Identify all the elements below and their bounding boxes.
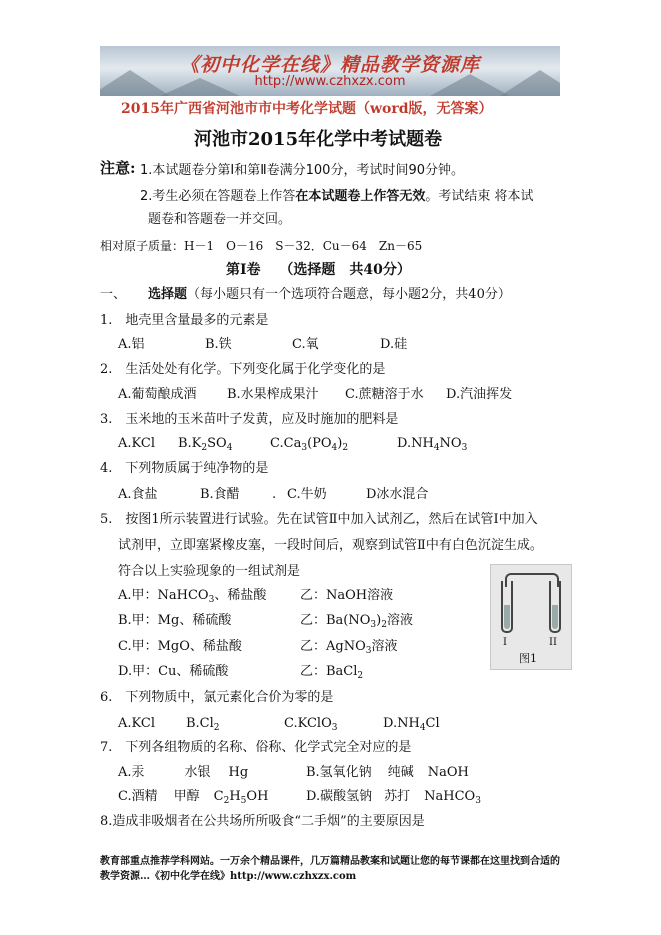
q7-option-d[interactable]: D.碳酸氢钠 苏打 NaHCO$_3$ bbox=[306, 789, 481, 806]
notes-line-3: 题卷和答题卷一并交回。 bbox=[148, 212, 292, 227]
exam-title: 河池市2015年化学中考试题卷 bbox=[194, 129, 443, 150]
q1-option-d[interactable]: D.硅 bbox=[380, 337, 408, 352]
q5-option-a-right: 乙：NaOH溶液 bbox=[300, 588, 394, 603]
footer-line-2: 教学资源…《初中化学在线》http://www.czhxzx.com bbox=[100, 871, 357, 882]
figure-label-tube-2: II bbox=[549, 637, 557, 648]
q6-option-b[interactable]: $B.Cl_2$ bbox=[186, 716, 220, 733]
q6-stem: 6. 下列物质中，氯元素化合价为零的是 bbox=[100, 690, 334, 705]
q5-option-a-left[interactable]: A.甲：NaHCO$_3$、稀盐酸 bbox=[118, 588, 267, 605]
banner-url[interactable]: http://www.czhxzx.com bbox=[254, 74, 406, 89]
footer-line-1: 教育部重点推荐学科网站。一万余个精品课件，几万篇精品教案和试题让您的每节课都在这里找到合适的 bbox=[100, 856, 560, 867]
q1-option-a[interactable]: A.铝 bbox=[118, 337, 145, 352]
q5-option-b-right: 乙：$Ba(NO_3)_2$溶液 bbox=[300, 613, 413, 630]
q4-stray-dot: . bbox=[272, 487, 277, 502]
q6-option-a[interactable]: A.KCl bbox=[118, 716, 155, 731]
q5-option-b-left[interactable]: B.甲：Mg、稀硫酸 bbox=[118, 613, 232, 628]
q5-option-d-right: 乙：BaCl$_2$ bbox=[300, 664, 364, 681]
section-heading: 第Ⅰ卷 （选择题 共40分） bbox=[226, 262, 411, 278]
q4-stem: 4. 下列物质属于纯净物的是 bbox=[100, 461, 269, 476]
q2-option-c[interactable]: C.蔗糖溶于水 bbox=[345, 387, 424, 402]
q5-option-d-left[interactable]: D.甲：Cu、稀硫酸 bbox=[118, 664, 229, 679]
q4-option-c[interactable]: C.牛奶 bbox=[287, 487, 327, 502]
q7-option-c[interactable]: C.酒精 甲醇 $C_2H_5OH$ bbox=[118, 789, 269, 806]
q3-option-c[interactable]: $C.Ca_3(PO_4)_2$ bbox=[270, 436, 349, 453]
figure-caption: 图1 bbox=[519, 652, 537, 665]
notes-label: 注意: bbox=[100, 159, 136, 177]
q5-stem-line-3: 符合以上实验现象的一组试剂是 bbox=[118, 564, 301, 579]
q6-option-d[interactable]: $D.NH_4Cl$ bbox=[383, 716, 440, 733]
q5-stem-line-1: 5. 按图1所示装置进行试验。先在试管Ⅱ中加入试剂乙，然后在试管Ⅰ中加入 bbox=[100, 512, 538, 527]
document-title: 2015年广西省河池市市中考化学试题（word版，无答案） bbox=[121, 101, 493, 117]
q8-stem: 8.造成非吸烟者在公共场所所吸食“二手烟”的主要原因是 bbox=[100, 814, 425, 829]
q3-option-b[interactable]: $B.K_2SO_4$ bbox=[178, 436, 233, 453]
q3-stem: 3. 玉米地的玉米苗叶子发黄，应及时施加的肥料是 bbox=[100, 412, 399, 427]
q2-stem: 2. 生活处处有化学。下列变化属于化学变化的是 bbox=[100, 362, 386, 377]
q5-option-c-right: 乙：AgNO$_3$溶液 bbox=[300, 639, 398, 656]
figure-label-tube-1: I bbox=[503, 637, 507, 648]
q5-stem-line-2: 试剂甲，立即塞紧橡皮塞，一段时间后，观察到试管Ⅱ中有白色沉淀生成。 bbox=[118, 538, 543, 553]
q6-option-c[interactable]: C.KClO$_3$ bbox=[284, 716, 338, 733]
q7-stem: 7. 下列各组物质的名称、俗称、化学式完全对应的是 bbox=[100, 740, 412, 755]
q2-option-a[interactable]: A.葡萄酿成酒 bbox=[118, 387, 197, 402]
q1-option-c[interactable]: C.氧 bbox=[292, 337, 319, 352]
figure-1-apparatus bbox=[490, 564, 572, 670]
q2-option-d[interactable]: D.汽油挥发 bbox=[446, 387, 513, 402]
q5-option-c-left[interactable]: C.甲：MgO、稀盐酸 bbox=[118, 639, 242, 654]
question-type: 一、 选择题（每小题只有一个选项符合题意，每小题2分，共40分） bbox=[100, 287, 511, 302]
atomic-mass: 相对原子质量：H－1 O－16 S－32．Cu－64 Zn－65 bbox=[100, 239, 423, 253]
q4-option-a[interactable]: A.食盐 bbox=[118, 487, 158, 502]
header-banner bbox=[100, 46, 560, 96]
q1-stem: 1. 地壳里含量最多的元素是 bbox=[100, 313, 269, 328]
q7-option-a[interactable]: A.汞 水银 Hg bbox=[118, 765, 249, 780]
q2-option-b[interactable]: B.水果榨成果汁 bbox=[227, 387, 319, 402]
banner-title: 《初中化学在线》精品教学资源库 bbox=[179, 54, 480, 76]
q3-option-d[interactable]: $D.NH_4NO_3$ bbox=[397, 436, 468, 453]
notes-line-2: 2.考生必须在答题卷上作答在本试题卷上作答无效。考试结束 将本试 bbox=[140, 189, 534, 204]
q4-option-b[interactable]: B.食醋 bbox=[200, 487, 240, 502]
notes-line-1: 1.本试题卷分第Ⅰ和第Ⅱ卷满分100分，考试时间90分钟。 bbox=[140, 163, 464, 178]
q7-option-b[interactable]: B.氢氧化钠 纯碱 NaOH bbox=[306, 765, 469, 780]
q3-option-a[interactable]: A.KCl bbox=[118, 436, 155, 451]
q4-option-d[interactable]: D冰水混合 bbox=[366, 487, 429, 502]
q1-option-b[interactable]: B.铁 bbox=[205, 337, 232, 352]
